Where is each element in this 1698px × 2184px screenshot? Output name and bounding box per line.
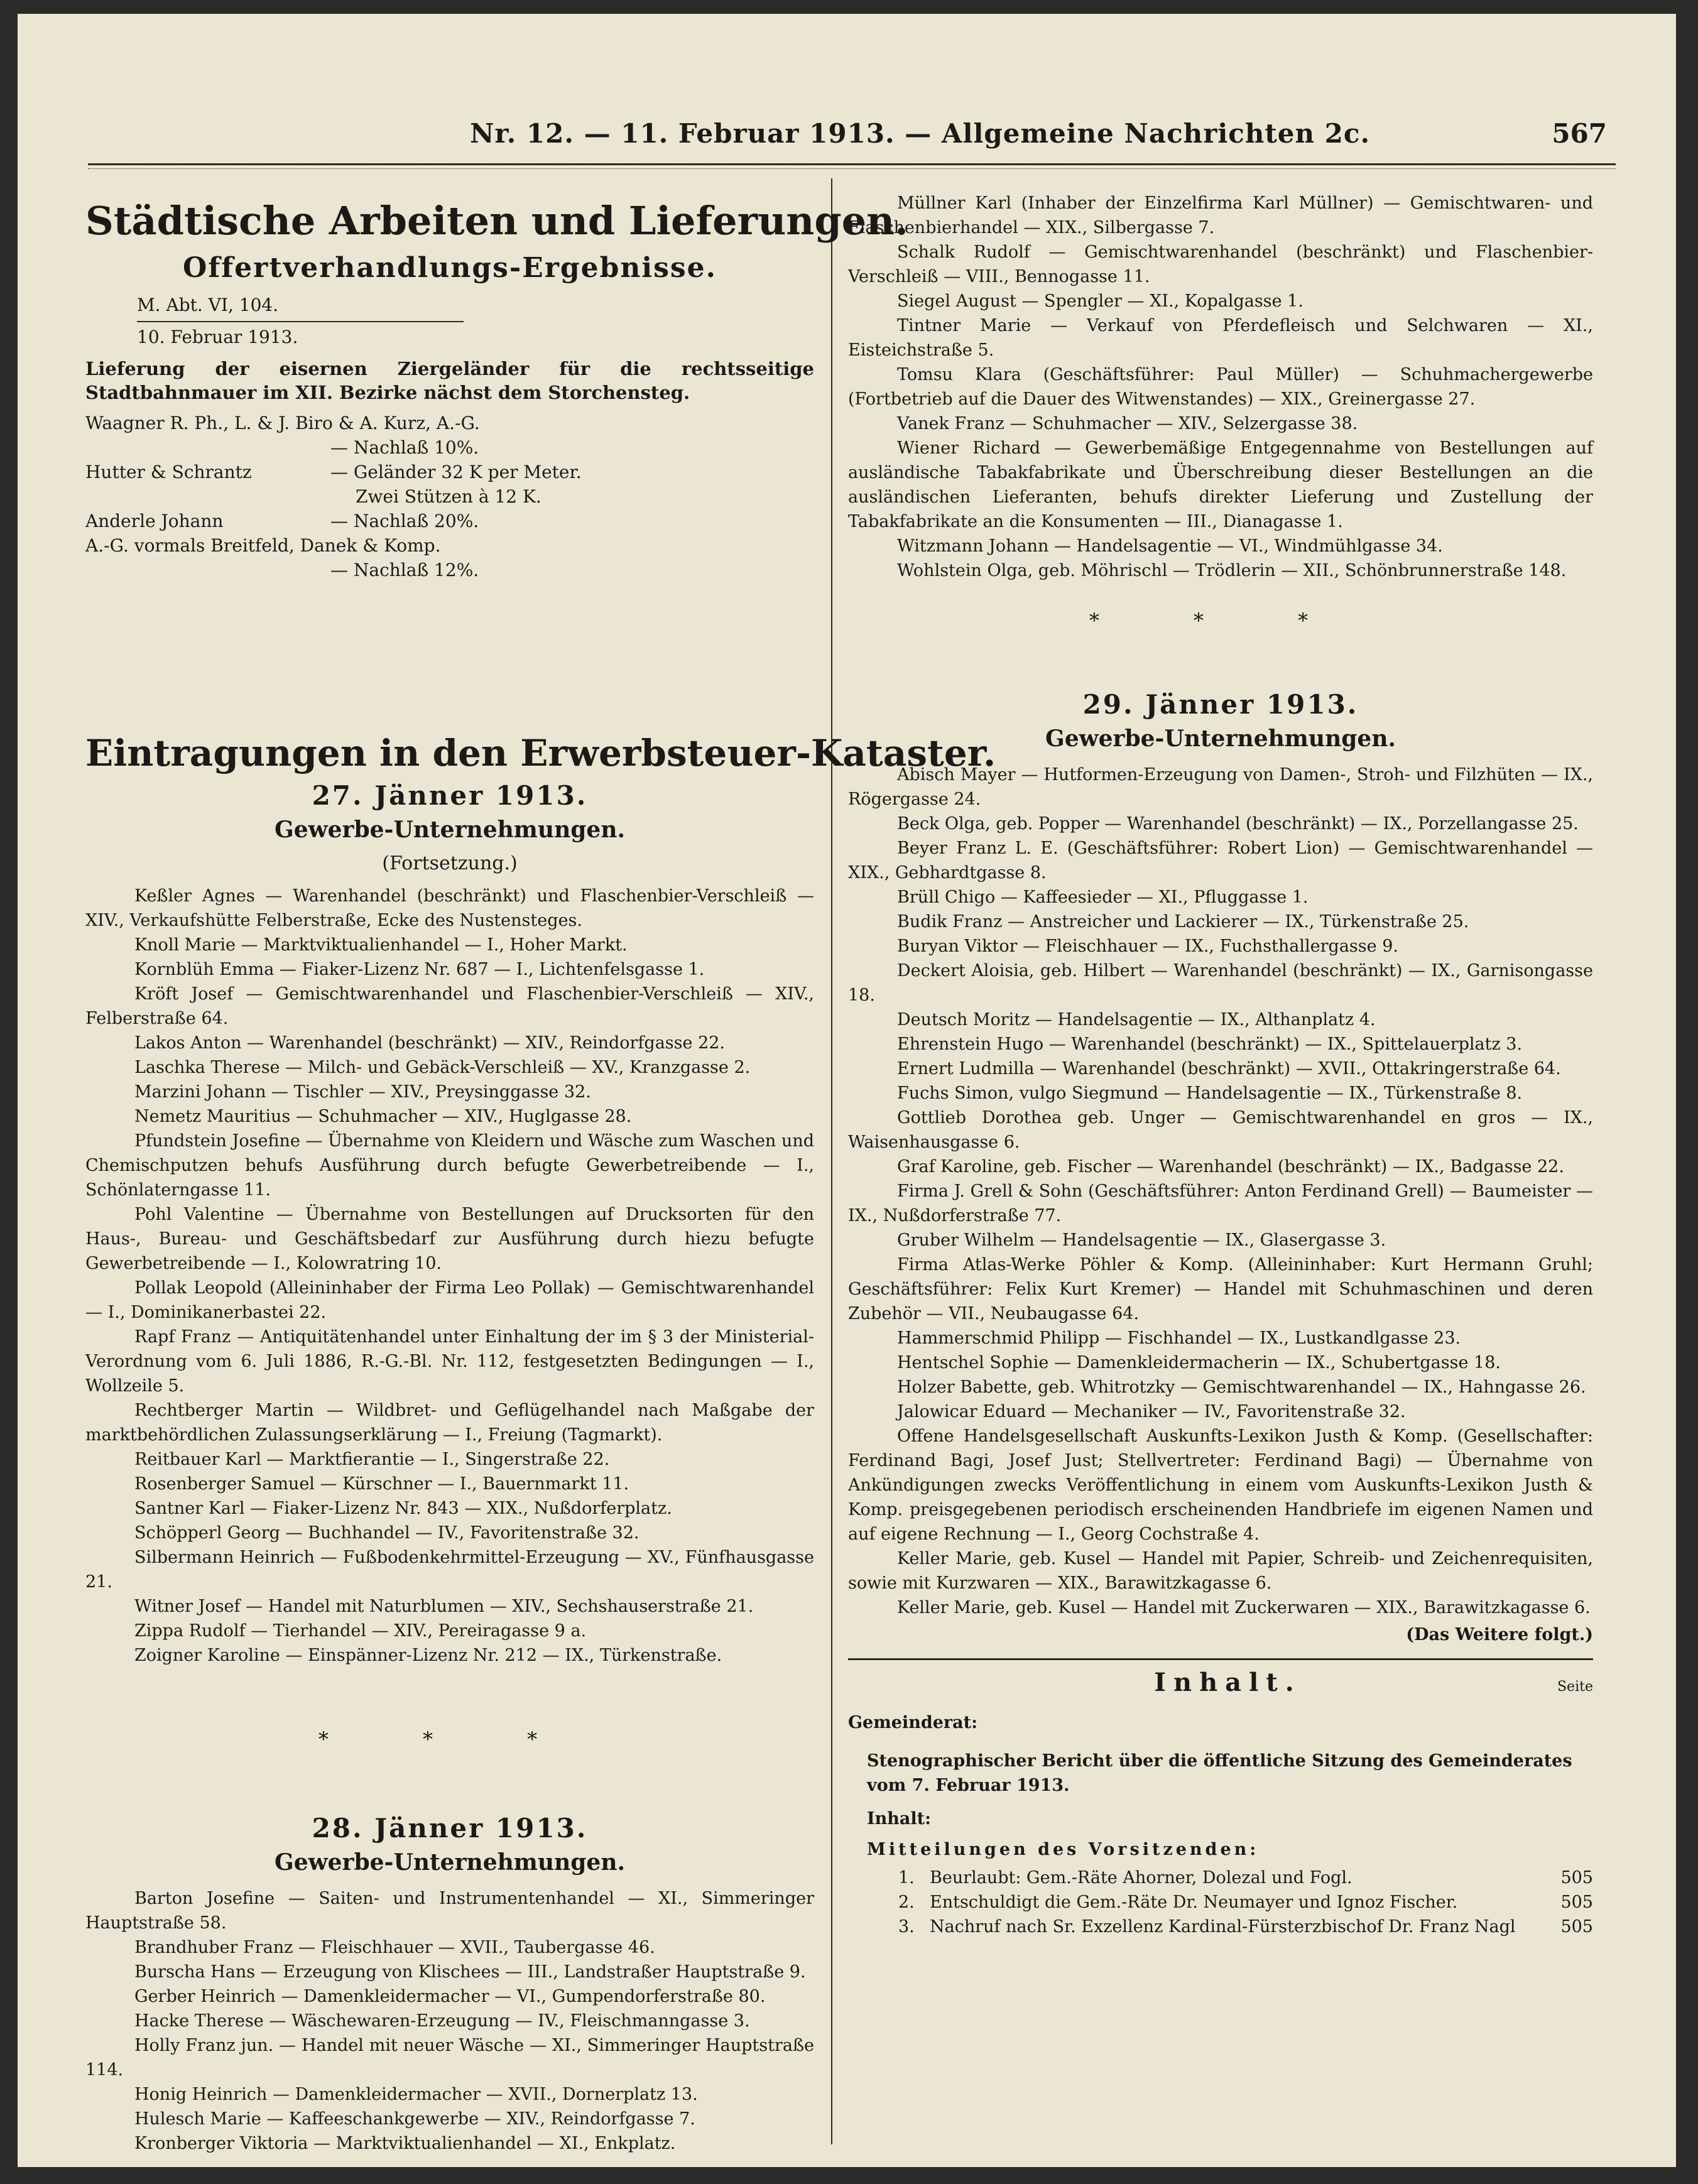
bid-row — [85, 533, 814, 558]
register-entry: Knoll Marie — Marktviktualienhandel — I., Hoher Markt. — [134, 935, 628, 955]
toc-item-page: 505 — [1560, 1917, 1593, 1937]
register-entry: Hentschel Sophie — Damenkleidermacherin — IX., Schubertgasse 18. — [897, 1353, 1501, 1372]
date-heading-29: 29. Jänner 1913. — [1082, 689, 1359, 720]
bid-row — [85, 484, 814, 509]
toc-item-number: 1. — [898, 1868, 915, 1888]
entries-27-jan — [85, 884, 814, 1668]
register-entry: Kornblüh Emma — Fiaker-Lizenz Nr. 687 — I., Lichtenfelsgasse 1. — [134, 960, 705, 979]
bid-result: — Geländer 32 K per Meter. — [330, 462, 582, 482]
register-entry: Pohl Valentine — Übernahme von Bestellungen auf Drucksorten für den Haus-, Bureau- und Geschäftsbedarf zur Ausführung durch hiezu befugte Gewerbetreibende — I., Kolowratring 10. — [85, 1205, 814, 1273]
section-heading-gewerbe: Gewerbe-Unternehmungen. — [1045, 725, 1396, 752]
bid-result: — Nachlaß 20%. — [330, 511, 479, 531]
toc-item-page: 505 — [1560, 1893, 1593, 1912]
bid-result: — Nachlaß 10%. — [330, 437, 479, 458]
register-entry: Ehrenstein Hugo — Warenhandel (beschränkt) — IX., Spittelauerplatz 3. — [897, 1035, 1523, 1054]
register-entry: Keßler Agnes — Warenhandel (beschränkt) und Flaschenbier-Verschleiß — XIV., Verkaufshütte Felberstraße, Ecke des Nustensteges. — [85, 886, 814, 930]
toc-item — [848, 1915, 1593, 1939]
entries-28-jan-continued — [848, 191, 1593, 583]
bid-row — [85, 460, 814, 484]
register-entry: Buryan Viktor — Fleischhauer — IX., Fuchsthallergasse 9. — [897, 937, 1398, 956]
register-entry: Schalk Rudolf — Gemischtwarenhandel (beschränkt) und Flaschenbier-Verschleiß — VIII., Bennogasse 11. — [848, 242, 1593, 286]
register-entry: Witzmann Johann — Handelsagentie — VI., Windmühlgasse 34. — [897, 536, 1443, 556]
bidder-name — [85, 435, 330, 460]
toc-item-text: Entschuldigt die Gem.-Räte Dr. Neumayer und Ignoz Fischer. — [930, 1893, 1458, 1912]
register-entry: Santner Karl — Fiaker-Lizenz Nr. 843 — XIX., Nußdorferplatz. — [134, 1499, 672, 1518]
section-title-kataster: Eintragungen in den Erwerbsteuer-Kataster. — [85, 732, 996, 774]
bid-date: 10. Februar 1913. — [137, 327, 298, 347]
separator-stars: * * * — [1089, 609, 1352, 633]
toc-gemeinderat: Gemeinderat: — [848, 1713, 978, 1732]
register-entry: Silbermann Heinrich — Fußbodenkehrmittel-Erzeugung — XV., Fünfhausgasse 21. — [85, 1548, 814, 1592]
register-entry: Zoigner Karoline — Einspänner-Lizenz Nr. 212 — IX., Türkenstraße. — [134, 1646, 722, 1665]
register-entry: Tomsu Klara (Geschäftsführer: Paul Müller) — Schuhmachergewerbe (Fortbetrieb auf die Dauer des Witwenstandes) — XIX., Greinergasse 27. — [848, 365, 1593, 409]
register-entry: Marzini Johann — Tischler — XIV., Preysinggasse 32. — [134, 1082, 591, 1102]
right-column — [848, 191, 1593, 1939]
register-entry: Wohlstein Olga, geb. Möhrischl — Trödlerin — XII., Schönbrunnerstraße 148. — [897, 561, 1567, 580]
register-entry: Ernert Ludmilla — Warenhandel (beschränkt) — XVII., Ottakringerstraße 64. — [897, 1059, 1561, 1078]
register-entry: Pollak Leopold (Alleininhaber der Firma Leo Pollak) — Gemischtwarenhandel — I., Dominikanerbastei 22. — [85, 1278, 814, 1322]
reference-rule — [137, 321, 464, 322]
toc-item-text: Nachruf nach Sr. Exzellenz Kardinal-Fürsterzbischof Dr. Franz Nagl — [930, 1917, 1516, 1937]
register-entry: Gruber Wilhelm — Handelsagentie — IX., Glasergasse 3. — [897, 1231, 1386, 1250]
toc-mitteilungen: Mitteilungen des Vorsitzenden: — [867, 1840, 1260, 1859]
bid-row — [85, 435, 814, 460]
register-entry: Hulesch Marie — Kaffeeschankgewerbe — XIV., Reindorfgasse 7. — [134, 2109, 695, 2129]
register-entry: Hacke Therese — Wäschewaren-Erzeugung — IV., Fleischmanngasse 3. — [134, 2011, 750, 2031]
register-entry: Laschka Therese — Milch- und Gebäck-Verschleiß — XV., Kranzgasse 2. — [134, 1058, 751, 1077]
register-entry: Firma Atlas-Werke Pöhler & Komp. (Alleininhaber: Kurt Hermann Gruhl; Geschäftsführer: Felix Kurt Kremer) — Handel mit Schuhmaschinen und deren Zubehör — VII., Neubaugasse 64. — [848, 1255, 1593, 1323]
toc-item-page: 505 — [1560, 1868, 1593, 1888]
register-entry: Keller Marie, geb. Kusel — Handel mit Papier, Schreib- und Zeichenrequisiten, sowie mit Kurzwaren — XIX., Barawitzkagasse 6. — [848, 1549, 1593, 1593]
separator-stars: * * * — [318, 1727, 582, 1751]
register-entry: Gottlieb Dorothea geb. Unger — Gemischtwarenhandel en gros — IX., Waisenhausgasse 6. — [848, 1108, 1593, 1152]
bid-result: Zwei Stützen à 12 K. — [356, 486, 542, 507]
toc-item-text: Beurlaubt: Gem.-Räte Ahorner, Dolezal und Fogl. — [930, 1868, 1352, 1888]
register-entry: Hammerschmid Philipp — Fischhandel — IX., Lustkandlgasse 23. — [897, 1328, 1461, 1348]
continued-note: (Das Weitere folgt.) — [1406, 1625, 1593, 1644]
toc-inhalt-label: Inhalt: — [867, 1809, 932, 1828]
register-entry: Rosenberger Samuel — Kürschner — I., Bauernmarkt 11. — [134, 1474, 629, 1494]
register-entry: Siegel August — Spengler — XI., Kopalgasse 1. — [897, 291, 1303, 311]
register-entry: Kronberger Viktoria — Marktviktualienhandel — XI., Enkplatz. — [134, 2134, 676, 2153]
header-rule — [88, 163, 1616, 165]
register-entry: Offene Handelsgesellschaft Auskunfts-Lexikon Justh & Komp. (Gesellschafter: Ferdinand Bagi, Josef Just; Stellvertreter: Ferdinand Bagi) — Übernahme von Ankündigungen zwecks Veröffentlichung in einem vom Auskunfts-Lexikon Justh & Komp. preisgegebenen periodisch erscheinenden Handbriefe im eigenen Namen und auf eigene Rechnung — I., Georg Cochstraße 4. — [848, 1426, 1593, 1544]
bid-list — [85, 411, 814, 582]
register-entry: Wiener Richard — Gewerbemäßige Entgegennahme von Bestellungen auf ausländische Tabakfabrikate und Überschreibung dieser Bestellungen an die ausländischen Lieferanten, behufs direkter Lieferung und Zustellung der Tabakfabrikate an die Konsumenten — III., Dianagasse 1. — [848, 438, 1593, 531]
register-entry: Abisch Mayer — Hutformen-Erzeugung von Damen-, Stroh- und Filzhüten — IX., Rögergasse 24. — [848, 765, 1593, 809]
toc-item — [848, 1890, 1593, 1915]
toc-bericht: Stenographischer Bericht über die öffentliche Sitzung des Gemeinderates vom 7. Februar 1913. — [867, 1751, 1572, 1795]
bid-heading: Lieferung der eisernen Ziergeländer für die rechtsseitige Stadtbahnmauer im XII. Bezirke nächst dem Storchensteg. — [85, 358, 814, 403]
bidder-name: A.-G. vormals Breitfeld, Danek & Komp. — [85, 535, 441, 556]
register-entry: Barton Josefine — Saiten- und Instrumentenhandel — XI., Simmeringer Hauptstraße 58. — [85, 1889, 814, 1933]
toc-seite-label: Seite — [1557, 1679, 1593, 1695]
register-entry: Firma J. Grell & Sohn (Geschäftsführer: Anton Ferdinand Grell) — Baumeister — IX., Nußdorferstraße 77. — [848, 1182, 1593, 1225]
register-entry: Deutsch Moritz — Handelsagentie — IX., Althanplatz 4. — [897, 1010, 1376, 1030]
header-rule-dotted — [88, 168, 1616, 169]
register-entry: Honig Heinrich — Damenkleidermacher — XVII., Dornerplatz 13. — [134, 2085, 698, 2104]
register-entry: Brüll Chigo — Kaffeesieder — XI., Pfluggasse 1. — [897, 888, 1309, 907]
register-entry: Pfundstein Josefine — Übernahme von Kleidern und Wäsche zum Waschen und Chemischputzen behufs Ausführung durch befugte Gewerbetreibende — I., Schönlaterngasse 11. — [85, 1131, 814, 1200]
register-entry: Graf Karoline, geb. Fischer — Warenhandel (beschränkt) — IX., Badgasse 22. — [897, 1157, 1564, 1176]
table-of-contents — [848, 1670, 1593, 1939]
register-entry: Müllner Karl (Inhaber der Einzelfirma Karl Müllner) — Gemischtwaren- und Flaschenbierhandel — XIX., Silbergasse 7. — [848, 193, 1593, 237]
register-entry: Tintner Marie — Verkauf von Pferdefleisch und Selchwaren — XI., Eisteichstraße 5. — [848, 316, 1593, 360]
register-entry: Budik Franz — Anstreicher und Lackierer — IX., Türkenstraße 25. — [897, 912, 1469, 932]
register-entry: Vanek Franz — Schuhmacher — XIV., Selzergasse 38. — [897, 414, 1358, 433]
section-title-staedtische: Städtische Arbeiten und Lieferungen. — [85, 198, 908, 244]
register-entry: Nemetz Mauritius — Schuhmacher — XIV., Huglgasse 28. — [134, 1107, 632, 1126]
date-heading-28: 28. Jänner 1913. — [312, 1813, 588, 1844]
toc-item-number: 2. — [898, 1893, 915, 1912]
register-entry: Rechtberger Martin — Wildbret- und Geflügelhandel nach Maßgabe der marktbehördlichen Zulassungserklärung — I., Freiung (Tagmarkt). — [85, 1401, 814, 1445]
toc-item-number: 3. — [898, 1917, 915, 1937]
continuation-note: (Fortsetzung.) — [382, 852, 518, 874]
entries-29-jan — [848, 763, 1593, 1620]
page-number: 567 — [1552, 118, 1607, 149]
register-entry: Holzer Babette, geb. Whitrotzky — Gemischtwarenhandel — IX., Hahngasse 26. — [897, 1377, 1586, 1397]
column-divider — [831, 178, 832, 2144]
issue-header: Nr. 12. — 11. Februar 1913. — Allgemeine Nachrichten 2c. — [470, 118, 1371, 149]
register-entry: Beyer Franz L. E. (Geschäftsführer: Robert Lion) — Gemischtwarenhandel — XIX., Gebhardtgasse 8. — [848, 839, 1593, 883]
register-entry: Holly Franz jun. — Handel mit neuer Wäsche — XI., Simmeringer Hauptstraße 114. — [85, 2036, 814, 2080]
register-entry: Witner Josef — Handel mit Naturblumen — XIV., Sechshauserstraße 21. — [134, 1597, 754, 1616]
bidder-name — [85, 484, 356, 509]
toc-item — [848, 1866, 1593, 1890]
section-heading-gewerbe: Gewerbe-Unternehmungen. — [274, 817, 626, 843]
bidder-name: Waagner R. Ph., L. & J. Biro & A. Kurz, A.-G. — [85, 413, 480, 433]
register-entry: Keller Marie, geb. Kusel — Handel mit Zuckerwaren — XIX., Barawitzkagasse 6. — [897, 1598, 1591, 1617]
bid-row — [85, 411, 814, 435]
section-heading-gewerbe: Gewerbe-Unternehmungen. — [274, 1849, 626, 1876]
register-entry: Fuchs Simon, vulgo Siegmund — Handelsagentie — IX., Türkenstraße 8. — [897, 1084, 1523, 1103]
register-entry: Reitbauer Karl — Marktfierantie — I., Singerstraße 22. — [134, 1450, 610, 1469]
register-entry: Lakos Anton — Warenhandel (beschränkt) — XIV., Reindorfgasse 22. — [134, 1033, 726, 1053]
register-entry: Zippa Rudolf — Tierhandel — XIV., Pereiragasse 9 a. — [134, 1621, 587, 1641]
register-entry: Beck Olga, geb. Popper — Warenhandel (beschränkt) — IX., Porzellangasse 25. — [897, 814, 1579, 834]
newspaper-page — [18, 14, 1676, 2167]
register-entry: Burscha Hans — Erzeugung von Klischees — III., Landstraßer Hauptstraße 9. — [134, 1962, 806, 1982]
register-entry: Kröft Josef — Gemischtwarenhandel und Flaschenbier-Verschleiß — XIV., Felberstraße 64. — [85, 984, 814, 1028]
register-entry: Rapf Franz — Antiquitätenhandel unter Einhaltung der im § 3 der Ministerial-Verordnung vom 6. Juli 1886, R.-G.-Bl. Nr. 112, festgesetzten Bedingungen — I., Wollzeile 5. — [85, 1327, 814, 1396]
inhalt-rule — [848, 1658, 1593, 1660]
bid-row — [85, 509, 814, 533]
toc-header — [848, 1670, 1593, 1699]
bidder-name: Anderle Johann — [85, 511, 224, 531]
register-entry: Deckert Aloisia, geb. Hilbert — Warenhandel (beschränkt) — IX., Garnisongasse 18. — [848, 961, 1593, 1005]
register-entry: Gerber Heinrich — Damenkleidermacher — VI., Gumpendorferstraße 80. — [134, 1987, 766, 2006]
register-entry: Schöpperl Georg — Buchhandel — IV., Favoritenstraße 32. — [134, 1523, 639, 1543]
register-entry: Brandhuber Franz — Fleischhauer — XVII., Taubergasse 46. — [134, 1938, 655, 1957]
bidder-name — [85, 558, 330, 582]
toc-title: Inhalt. — [1154, 1668, 1302, 1697]
date-heading-27: 27. Jänner 1913. — [312, 780, 588, 811]
bidder-name: Hutter & Schrantz — [85, 462, 252, 482]
bid-row — [85, 558, 814, 582]
entries-28-jan — [85, 1886, 814, 2156]
bid-result: — Nachlaß 12%. — [330, 560, 479, 580]
reference: M. Abt. VI, 104. — [137, 295, 279, 315]
register-entry: Jalowicar Eduard — Mechaniker — IV., Favoritenstraße 32. — [897, 1402, 1406, 1421]
section-subtitle-offert: Offertverhandlungs-Ergebnisse. — [183, 252, 717, 284]
